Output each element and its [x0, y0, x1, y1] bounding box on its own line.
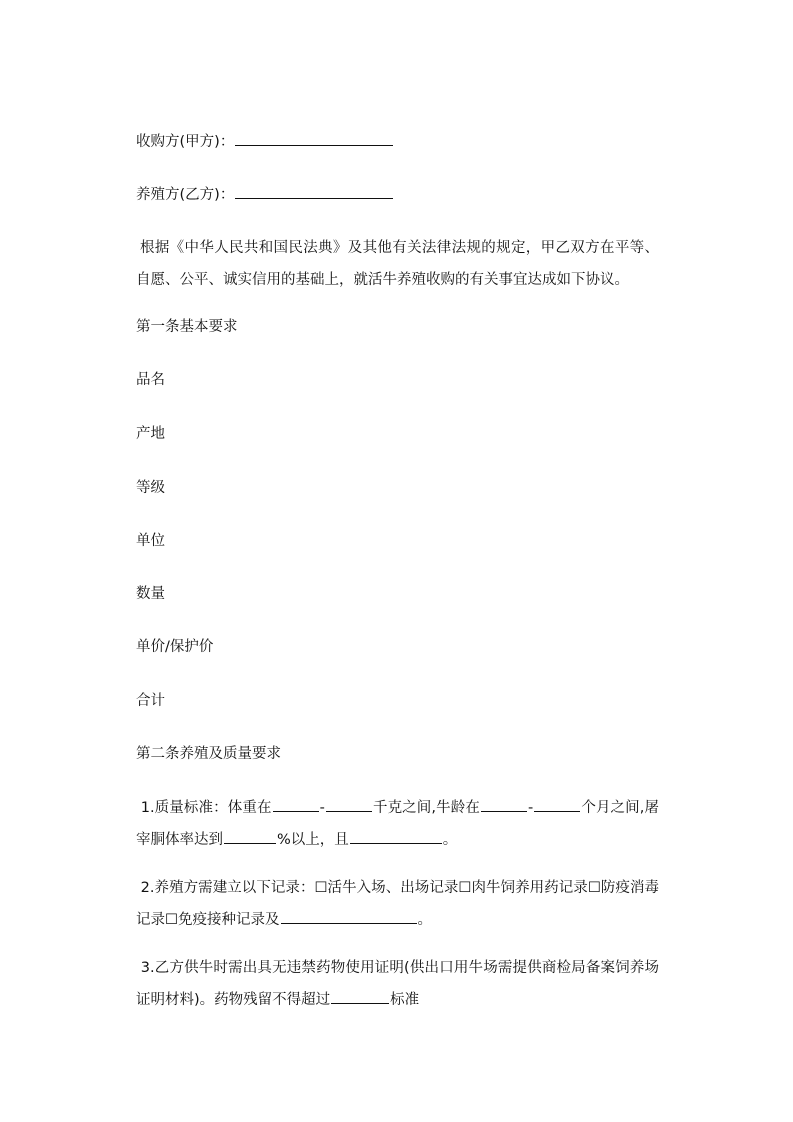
- quality-text-3: 千克之间,牛龄在: [372, 800, 480, 816]
- field-product-name: 品名: [136, 372, 165, 388]
- buyer-line: [136, 131, 394, 152]
- drug-text-2: 标准: [390, 992, 420, 1008]
- breeder-label: 养殖方(乙方)：: [136, 187, 235, 203]
- quality-text-1: 1.质量标准：体重在: [140, 800, 272, 816]
- field-quantity: 数量: [136, 586, 165, 602]
- field-unit: 单位: [136, 533, 165, 549]
- age-max-blank[interactable]: [534, 797, 580, 812]
- drug-text-1: 3.乙方供牛时需出具无违禁药物使用证明(供出口用牛场需提供商检局备案饲养场证明材料)。药物残留不得超过: [136, 960, 659, 1008]
- article2-title: 第二条养殖及质量要求: [136, 746, 281, 762]
- drug-certificate-paragraph: [136, 952, 659, 1016]
- age-min-blank[interactable]: [481, 797, 527, 812]
- records-text-2: 。: [417, 912, 432, 928]
- weight-max-blank[interactable]: [326, 797, 372, 812]
- field-grade: 等级: [136, 480, 165, 496]
- field-total: 合计: [136, 693, 165, 709]
- carcass-rate-blank[interactable]: [224, 829, 276, 844]
- field-unit-price: 单价/保护价: [136, 639, 214, 655]
- field-origin: 产地: [136, 426, 165, 442]
- quality-extra-blank[interactable]: [350, 829, 442, 844]
- article1-title: 第一条基本要求: [136, 319, 238, 335]
- records-other-blank[interactable]: [281, 909, 417, 924]
- breeder-blank[interactable]: [235, 184, 393, 199]
- residue-standard-blank[interactable]: [331, 989, 389, 1004]
- weight-min-blank[interactable]: [273, 797, 319, 812]
- quality-text-6: %以上，且: [277, 832, 349, 848]
- quality-standard-paragraph: [136, 792, 659, 856]
- preamble-paragraph: 根据《中华人民共和国民法典》及其他有关法律法规的规定，甲乙双方在平等、自愿、公平、诚实信用的基础上，就活牛养殖收购的有关事宜达成如下协议。: [136, 240, 659, 288]
- breeder-line: [136, 184, 394, 205]
- quality-text-5: 个月之间,屠宰胴体率达到: [136, 800, 660, 848]
- quality-text-4: -: [527, 800, 534, 816]
- records-text-1: 2.养殖方需建立以下记录：☐活牛入场、出场记录☐肉牛饲养用药记录☐防疫消毒记录☐免疫接种记录及: [136, 880, 659, 928]
- buyer-label: 收购方(甲方)：: [136, 134, 235, 150]
- buyer-blank[interactable]: [235, 131, 393, 146]
- quality-text-2: -: [319, 800, 325, 816]
- records-paragraph: [136, 872, 659, 936]
- quality-text-7: 。: [442, 832, 458, 848]
